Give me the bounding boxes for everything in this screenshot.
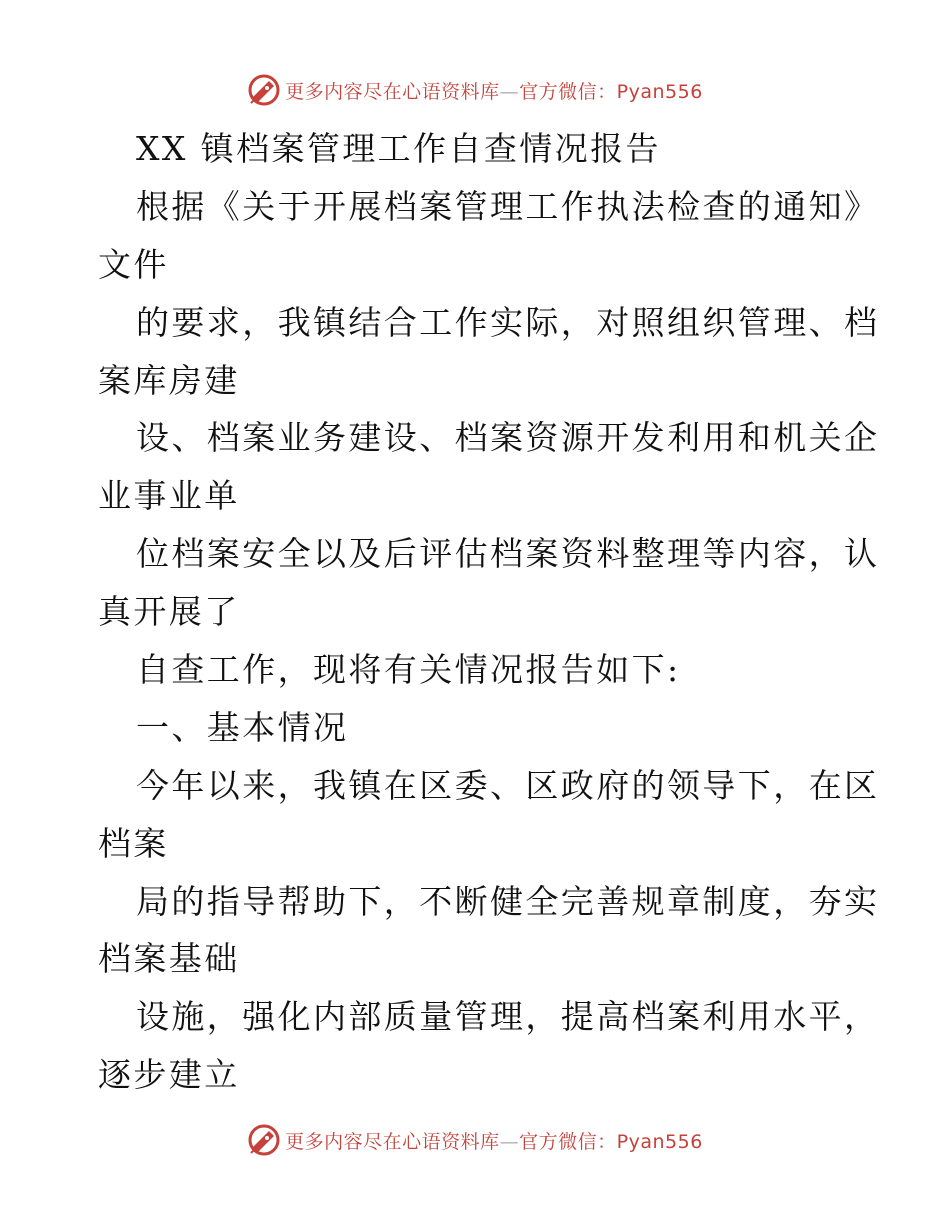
paragraph-line: 位档案安全以及后评估档案资料整理等内容，认 bbox=[136, 534, 880, 574]
document-title: XX 镇档案管理工作自查情况报告 bbox=[136, 129, 661, 168]
watermark-separator: — bbox=[499, 1130, 520, 1153]
paragraph-line: 根据《关于开展档案管理工作执法检查的通知》 bbox=[136, 186, 880, 226]
paragraph-line: 设施，强化内部质量管理，提高档案利用水平， bbox=[136, 997, 880, 1037]
document-body bbox=[98, 120, 880, 1104]
paragraph-line: 一、基本情况 bbox=[136, 707, 349, 747]
paragraph-line: 的要求，我镇结合工作实际，对照组织管理、档 bbox=[136, 302, 880, 342]
paragraph-line: 逐步建立 bbox=[98, 1055, 240, 1095]
paragraph-line: 局的指导帮助下，不断健全完善规章制度，夯实 bbox=[136, 881, 880, 921]
watermark-wechat-text: 官方微信：Pyan556 bbox=[519, 1130, 703, 1153]
watermark-main-text: 更多内容尽在心语资料库 bbox=[285, 80, 500, 103]
watermark-wechat-text: 官方微信：Pyan556 bbox=[519, 80, 703, 103]
paragraph-line: 业事业单 bbox=[98, 476, 240, 516]
watermark-main-text: 更多内容尽在心语资料库 bbox=[285, 1130, 500, 1153]
watermark-separator: — bbox=[499, 80, 520, 103]
paragraph-line: 档案基础 bbox=[98, 939, 240, 979]
paragraph-line: 文件 bbox=[98, 244, 169, 284]
header-watermark bbox=[0, 70, 950, 110]
paragraph-line: 真开展了 bbox=[98, 592, 240, 632]
pen-nib-logo-icon bbox=[247, 1123, 281, 1157]
paragraph-line: 自查工作，现将有关情况报告如下: bbox=[136, 650, 681, 690]
paragraph-line: 案库房建 bbox=[98, 360, 240, 400]
pen-nib-logo-icon bbox=[247, 73, 281, 107]
paragraph-line: 档案 bbox=[98, 823, 169, 863]
paragraph-line: 今年以来，我镇在区委、区政府的领导下，在区 bbox=[136, 765, 880, 805]
paragraph-line: 设、档案业务建设、档案资源开发利用和机关企 bbox=[136, 418, 880, 458]
footer-watermark bbox=[0, 1120, 950, 1160]
